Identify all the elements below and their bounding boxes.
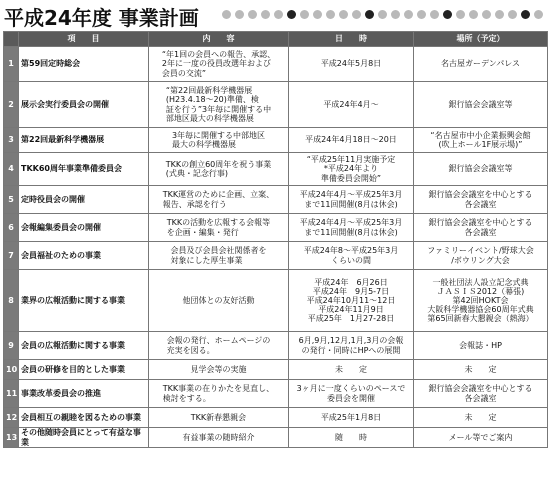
row-date-text: 平成24年8～平成25年3月 くらいの間 [303,246,399,265]
dot-ornament [365,10,374,19]
row-place [414,360,548,380]
row-content [149,128,289,153]
row-number: 8 [4,270,19,332]
header-content: 内 容 [149,32,289,47]
table-row [4,153,548,186]
dot-ornament [534,10,543,19]
row-number: 3 [4,128,19,153]
row-item: その他随時会員にとって有益な事業 [19,428,149,448]
row-content-text: “年1回の会員への報告、承認、 2年に一度の役員改選年および 会員の交流” [161,50,276,78]
row-date [289,186,414,214]
table-row [4,428,548,448]
row-item: 会員の広報活動に関する事業 [19,332,149,360]
row-item: 会員の研修を目的とした事業 [19,360,149,380]
table-row [4,186,548,214]
row-place-text: 会報誌・HP [459,340,502,350]
dot-ornament [469,10,478,19]
row-number: 12 [4,408,19,428]
row-place-text: 銀行協会会議室等 [448,164,513,174]
row-item: 事業改革委員会の推進 [19,380,149,408]
row-date-text: 未 定 [335,364,367,374]
row-place-text: 一般社団法人設立記念式典 ＪＡＳＩＳ2012（幕張) 第42回HOKT会 大阪科学機器協会60周年式典 第65回新春大懇親会（熱海） [427,277,534,324]
row-item: 第22回最新科学機器展 [19,128,149,153]
row-number: 1 [4,47,19,82]
dot-ornament [287,10,296,19]
row-date [289,47,414,82]
row-place-text: メール等でご案内 [448,432,513,442]
dot-ornament [274,10,283,19]
dot-ornament [443,10,452,19]
row-place-text: 銀行協会会議室を中心とする 各会議室 [428,190,533,209]
table-row [4,332,548,360]
row-date-text: 6月,9月,12月,1月,3月の会報 の発行・同時にHPへの展開 [298,336,404,355]
dot-ornament [222,10,231,19]
table-row [4,380,548,408]
dot-ornament [248,10,257,19]
row-content [149,360,289,380]
dot-ornament [378,10,387,19]
row-number: 2 [4,82,19,128]
row-content-text: 見学会等の実施 [190,364,247,374]
dot-ornament [521,10,530,19]
row-place-text: “名古屋市中小企業振興会館 (吹上ホール1F展示場)” [430,130,531,149]
row-number: 13 [4,428,19,448]
row-date [289,360,414,380]
row-date [289,408,414,428]
dot-ornament [313,10,322,19]
table-row [4,360,548,380]
row-number: 5 [4,186,19,214]
row-content-text: 他団体との友好活動 [182,295,255,305]
row-date-text: 平成24年4月～ [323,99,379,109]
row-place [414,380,548,408]
row-date-text: 平成24年 6月26日 平成24年 9月5-7日 平成24年10月11～12日 平成24年11月9日 平成25年 1月27-28日 [306,277,396,324]
dot-ornament [352,10,361,19]
row-content [149,242,289,270]
row-item: TKK60周年事業準備委員会 [19,153,149,186]
schedule-table [3,31,548,448]
dot-ornament [326,10,335,19]
row-number: 10 [4,360,19,380]
header-num [4,32,19,47]
dot-ornament [495,10,504,19]
row-place [414,153,548,186]
row-date-text: 平成25年1月8日 [320,412,382,422]
row-number: 9 [4,332,19,360]
row-place [414,428,548,448]
row-date-text: 平成24年5月8日 [320,59,382,69]
dot-ornament [456,10,465,19]
row-place-text: 銀行協会会議室を中心とする 各会議室 [428,384,533,403]
row-item: 会員相互の親睦を図るための事業 [19,408,149,428]
row-content-text: TKK新春懇親会 [190,412,247,422]
row-place [414,408,548,428]
row-content [149,428,289,448]
row-content-text: TKKの活動を広報する会報等 を企画・編集・発行 [166,218,271,237]
table-row [4,408,548,428]
header-place: 場所（予定） [414,32,548,47]
dot-ornament [300,10,309,19]
dot-ornament [339,10,348,19]
row-item: 業界の広報活動に関する事業 [19,270,149,332]
row-date [289,82,414,128]
row-place-text: 銀行協会会議室等 [448,99,513,109]
row-place [414,186,548,214]
row-number: 4 [4,153,19,186]
row-place-text: 未 定 [464,364,497,374]
row-item: 定時役員会の開催 [19,186,149,214]
row-date-text: 平成24年4月～平成25年3月 まで11回開催(8月は休会) [299,218,403,237]
header-date: 日 時 [289,32,414,47]
title-bar [4,3,199,29]
row-place [414,214,548,242]
table-row [4,47,548,82]
row-place [414,128,548,153]
table-row [4,82,548,128]
row-date [289,128,414,153]
row-date [289,332,414,360]
row-number: 11 [4,380,19,408]
row-date-text: “平成25年11月実施予定 *平成24年より 準備委員会開始” [306,155,396,183]
row-content [149,332,289,360]
row-content-text: TKKの創立60周年を祝う事業 (式典・記念行事) [165,159,272,178]
row-place-text: 名古屋ガーデンパレス [440,59,521,69]
row-date [289,428,414,448]
row-number: 7 [4,242,19,270]
page-title: 平成24年度 事業計画 [4,5,199,30]
row-place-text: 未 定 [464,412,497,422]
dot-ornament [235,10,244,19]
dot-ornament [430,10,439,19]
table-row [4,128,548,153]
row-content-text: TKK事業の在りかたを見直し、 検討をする。 [162,384,275,403]
row-place [414,332,548,360]
row-date-text: 平成24年4月18日～20日 [305,135,397,145]
row-place-text: 銀行協会会議室を中心とする 各会議室 [428,218,533,237]
row-item: 第59回定時総会 [19,47,149,82]
row-item: 会員福祉のための事業 [19,242,149,270]
row-date [289,214,414,242]
dot-decoration [222,10,543,19]
row-content [149,270,289,332]
dot-ornament [391,10,400,19]
row-item: 会報編集委員会の開催 [19,214,149,242]
row-content [149,408,289,428]
row-date [289,270,414,332]
row-content-text: 会員及び会員会社関係者を 対象にした厚生事業 [170,246,267,265]
dot-ornament [482,10,491,19]
row-content [149,380,289,408]
row-place [414,242,548,270]
row-date [289,380,414,408]
row-content [149,186,289,214]
dot-ornament [404,10,413,19]
row-content [149,214,289,242]
row-content-text: 会報の発行、ホームページの 充実を図る。 [166,336,271,355]
row-place [414,82,548,128]
table-row [4,270,548,332]
row-date-text: 3ヶ月に一度くらいのペースで 委員会を開催 [296,384,406,403]
row-place [414,270,548,332]
dot-ornament [417,10,426,19]
table-row [4,214,548,242]
header-item: 項 目 [19,32,149,47]
row-item: 展示会実行委員会の開催 [19,82,149,128]
dot-ornament [261,10,270,19]
row-date-text: 随 時 [335,432,367,442]
row-number: 6 [4,214,19,242]
row-content-text: 有益事業の随時紹介 [182,432,255,442]
row-content [149,47,289,82]
row-date [289,153,414,186]
row-content-text: 3年毎に開催する中部地区 最大の科学機器展 [171,130,266,149]
table-header-row [4,32,548,47]
row-content-text: TKK運営のために企画、立案、 報告、承認を行う [162,190,275,209]
row-content-text: “第22回最新科学機器展 (H23.4.18～20)準備、検 証を行う”3年毎に開催する中 部地区最大の科学機器展 [165,86,272,123]
row-place-text: ファミリーイベント/野球大会 /ボウリング大会 [427,246,534,265]
row-content [149,82,289,128]
row-date-text: 平成24年4月～平成25年3月 まで11回開催(8月は休会) [299,190,403,209]
row-date [289,242,414,270]
dot-ornament [508,10,517,19]
row-content [149,153,289,186]
row-place [414,47,548,82]
table-row [4,242,548,270]
